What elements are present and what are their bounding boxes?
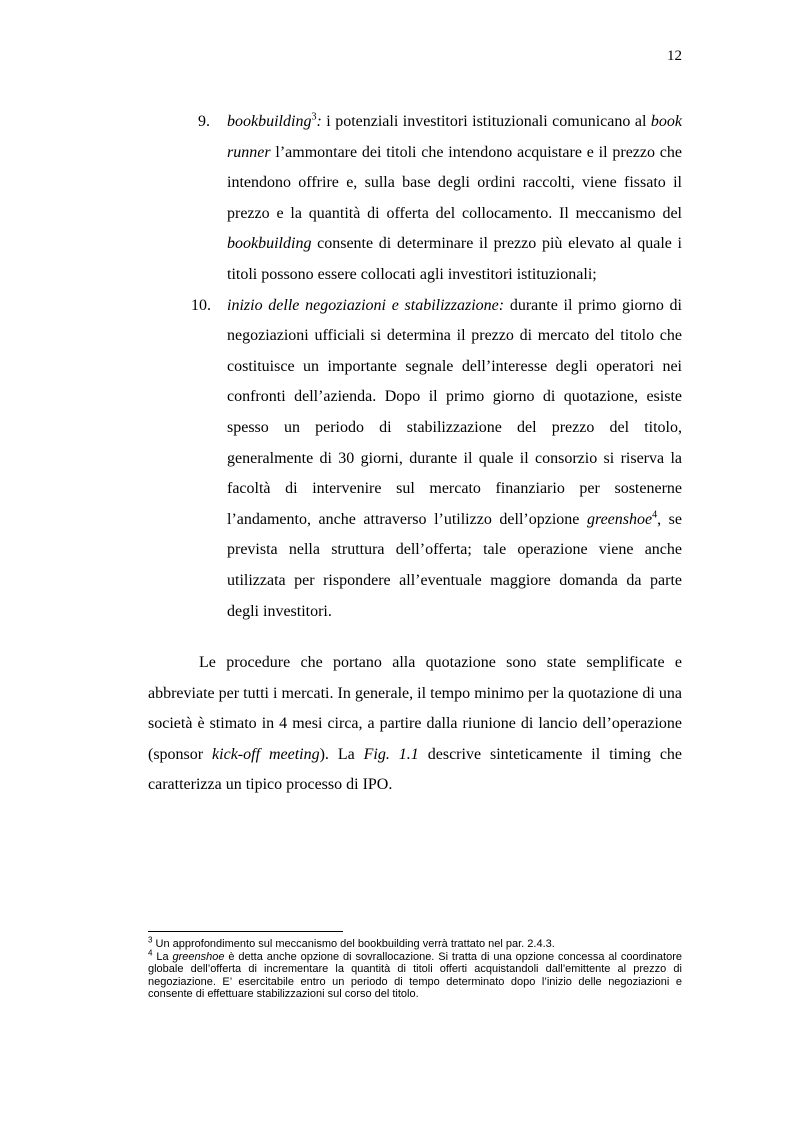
list-item-text: consente di determinare il prezzo più elevato al quale i titoli possono essere collocati agli investitori istituzionali; [227, 235, 682, 283]
footnote-number: 4 [148, 947, 153, 957]
list-item-text: durante il primo giorno di negoziazioni ufficiali si determina il prezzo di mercato del titolo che costituisce un importante segnale dell’interesse degli operatori nei confronti dell’azienda. Dopo il primo giorno di quotazione, esiste spesso un periodo di stabilizzazione del prezzo del titolo, generalmente di 30 giorni, durante il quale il consorzio si riserva la facoltà di intervenire sul mercato finanziario per sostenerne l’andamento, anche attraverso l’utilizzo dell’opzione [227, 296, 682, 528]
list-item-italic-text: bookbuilding [227, 235, 312, 253]
list-item-number: 9. [198, 113, 210, 130]
list-item-italic-text: greenshoe [586, 510, 653, 528]
paragraph-text: ). La [319, 745, 364, 763]
list-item-negoziazioni [148, 291, 682, 628]
body-paragraph [148, 648, 682, 801]
footnotes [148, 935, 682, 1001]
paragraph-text: Le procedure che portano alla quotazione sono state semplificate e abbreviate per tutti i mercati. In generale, il tempo minimo per la quotazione di una società è stimato in 4 mesi circa, a partire dalla riunione di lancio dell’operazione (sponsor [148, 654, 682, 763]
paragraph-italic-text: Fig. 1.1 [363, 745, 419, 763]
list-item-term-colon: : [316, 113, 322, 130]
list-item-term: inizio delle negoziazioni e stabilizzazione: [227, 296, 505, 314]
footnote-number: 3 [148, 935, 153, 945]
list-item-text: l’ammontare dei titoli che intendono acquistare e il prezzo che intendono offrire e, sulla base degli ordini raccolti, viene fissato il prezzo e la quantità di offerta del collocamento. Il meccanismo del [227, 143, 682, 222]
page-number: 12 [667, 48, 682, 64]
footnote-4 [148, 947, 682, 1001]
footnote-reference: 4 [652, 509, 658, 521]
footnote-text: La [152, 950, 173, 963]
numbered-list [148, 107, 682, 627]
list-item-italic-text: book runner [227, 113, 682, 161]
list-item-bookbuilding [148, 107, 682, 291]
footnote-text: Un approfondimento sul meccanismo del bookbuilding verrà trattato nel par. 2.4.3. [152, 938, 555, 950]
list-item-term: bookbuilding [227, 113, 312, 130]
footnote-text: è detta anche opzione di sovrallocazione. Si tratta di una opzione concessa al coordinatore globale dell’offerta di incrementare la quantità di titoli offerti acquistandoli dall’emittente al prezzo di negoziazione. E’ esercitabile entro un periodo di tempo determinato dopo l’inizio delle negoziazioni e consente di effettuare stabilizzazioni sul corso del titolo. [148, 950, 682, 1001]
paragraph-italic-text: kick-off meeting [212, 745, 320, 763]
footnote-reference: 3 [311, 111, 317, 123]
list-item-text: , se prevista nella struttura dell’offerta; tale operazione viene anche utilizzata per rispondere all’eventuale maggiore domanda da parte degli investitori. [227, 510, 683, 620]
footnote-separator [148, 931, 343, 932]
footnote-3 [148, 935, 682, 951]
list-item-number: 10. [191, 296, 211, 314]
paragraph-text: descrive sinteticamente il timing che caratterizza un tipico processo di IPO. [148, 745, 683, 794]
list-item-text: i potenziali investitori istituzionali comunicano al [321, 113, 651, 130]
footnote-italic-text: greenshoe [172, 950, 225, 963]
